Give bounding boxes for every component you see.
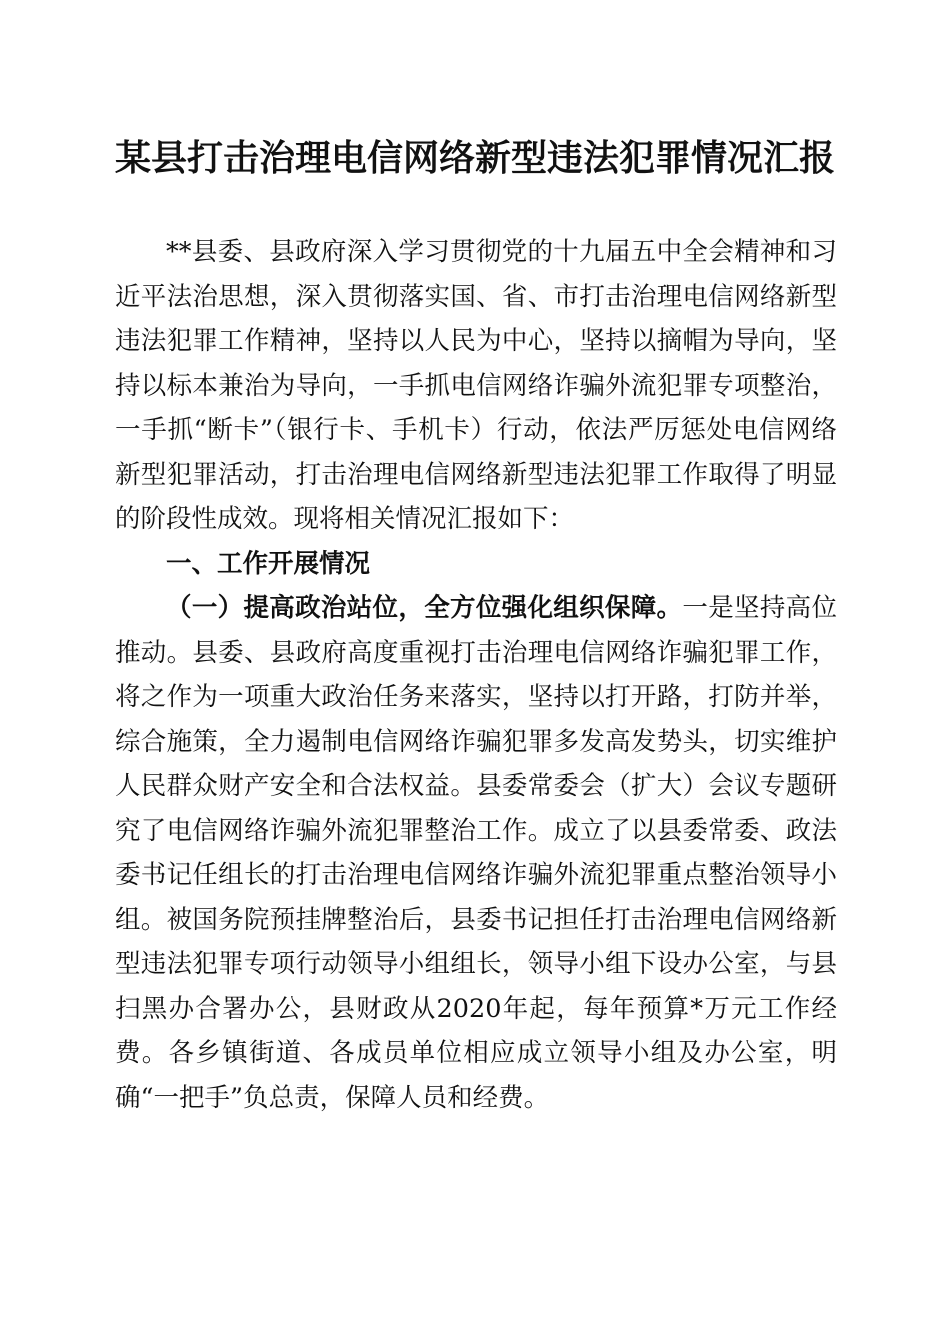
section-heading-work-status: 一、工作开展情况: [166, 548, 371, 579]
subsection-paragraph: [115, 586, 837, 1120]
subsection-lead: （一）提高政治站位，全方位强化组织保障。: [166, 593, 683, 623]
intro-paragraph: **县委、县政府深入学习贯彻党的十九届五中全会精神和习近平法治思想，深入贯彻落实国、省、市打击治理电信网络新型违法犯罪工作精神，坚持以人民为中心，坚持以摘帽为导向，坚持以标本兼治为导向，一手抓电信网络诈骗外流犯罪专项整治，一手抓“断卡”（银行卡、手机卡）行动，依法严厉惩处电信网络新型犯罪活动，打击治理电信网络新型违法犯罪工作取得了明显的阶段性成效。现将相关情况汇报如下：: [115, 237, 837, 534]
document-body: [115, 230, 837, 1120]
subsection-body: 一是坚持高位推动。县委、县政府高度重视打击治理电信网络诈骗犯罪工作，将之作为一项重大政治任务来落实，坚持以打开路，打防并举，综合施策，全力遏制电信网络诈骗犯罪多发高发势头，切实维护人民群众财产安全和合法权益。县委常委会（扩大）会议专题研究了电信网络诈骗外流犯罪整治工作。成立了以县委常委、政法委书记任组长的打击治理电信网络诈骗外流犯罪重点整治领导小组。被国务院预挂牌整治后，县委书记担任打击治理电信网络新型违法犯罪专项行动领导小组组长，领导小组下设办公室，与县扫黑办合署办公，县财政从2020年起，每年预算*万元工作经费。各乡镇街道、各成员单位相应成立领导小组及办公室，明确“一把手”负总责，保障人员和经费。: [115, 593, 837, 1113]
document-title: 某县打击治理电信网络新型违法犯罪情况汇报: [114, 137, 835, 179]
